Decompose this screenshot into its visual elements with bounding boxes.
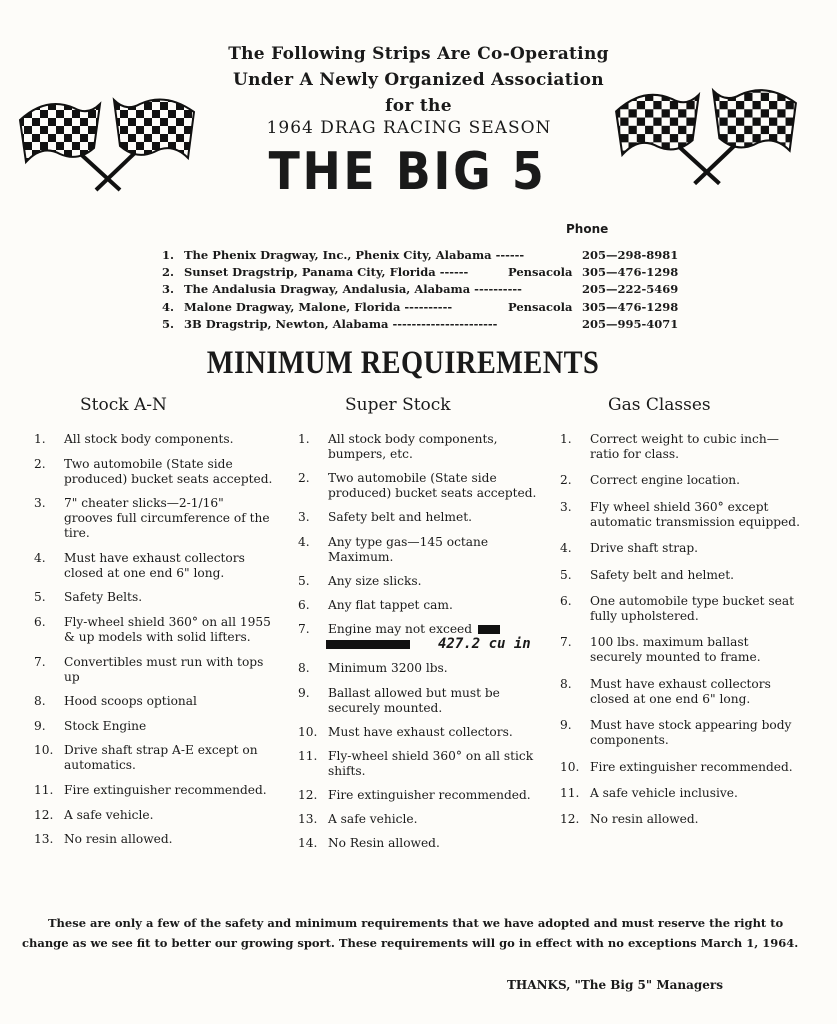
- requirement-text: Must have exhaust collectors.: [328, 724, 513, 739]
- requirement-text: 7" cheater slicks—2-1/16" grooves full circumference of the tire.: [64, 496, 270, 541]
- strip-item: [162, 247, 682, 264]
- page-title: THE BIG 5: [268, 142, 547, 202]
- requirement-number: 9.: [560, 718, 572, 733]
- requirement-item: [34, 551, 274, 581]
- requirement-item: [560, 432, 802, 462]
- requirement-text: All stock body components, bumpers, etc.: [328, 432, 498, 461]
- requirement-text: Engine may not exceed: [328, 622, 473, 637]
- requirement-item: [560, 786, 802, 801]
- intro-line-2: Under A Newly Organized Association: [233, 70, 604, 90]
- requirement-text: All stock body components.: [64, 432, 234, 446]
- requirement-number: 10.: [34, 743, 54, 758]
- requirement-text: A safe vehicle.: [328, 812, 418, 827]
- requirement-number: 3.: [560, 499, 572, 514]
- requirement-item: [298, 749, 538, 779]
- requirement-item: [34, 590, 274, 605]
- requirement-item: [298, 812, 538, 827]
- column-title-gas: Gas Classes: [608, 395, 711, 415]
- strip-name: 3B Dragstrip, Newton, Alabama ----------------------: [184, 316, 498, 331]
- requirement-text: No Resin allowed.: [328, 836, 440, 851]
- requirement-number: 8.: [560, 676, 572, 691]
- requirement-item: [560, 677, 802, 707]
- requirement-number: 9.: [298, 685, 310, 700]
- column-title-stock: Stock A-N: [80, 395, 167, 415]
- requirement-text: Fly-wheel shield 360° on all 1955 & up models with solid lifters.: [64, 614, 271, 644]
- strip-number: 3.: [162, 282, 175, 297]
- requirement-item: [298, 535, 538, 565]
- requirement-text: A safe vehicle.: [64, 807, 154, 822]
- strip-number: 2.: [162, 265, 175, 280]
- requirement-item: [34, 743, 274, 773]
- requirement-text: No resin allowed.: [64, 832, 173, 847]
- requirement-number: 12.: [560, 812, 580, 827]
- requirement-text: Any type gas—145 octane Maximum.: [328, 534, 489, 564]
- signature-line: THANKS, "The Big 5" Managers: [507, 978, 723, 992]
- requirement-item: [298, 836, 538, 851]
- requirement-number: 8.: [298, 661, 310, 676]
- footer-note: These are only a few of the safety and minimum requirements that we have adopted and must reserve the right to change as we see fit to better our growing sport. These requirements will go in effect with no exceptions March 1, 1964.: [22, 916, 799, 950]
- strip-alt-city: Pensacola: [508, 299, 573, 314]
- requirement-number: 7.: [298, 622, 310, 637]
- requirement-text: Correct engine location.: [590, 473, 741, 488]
- requirement-number: 1.: [560, 432, 572, 446]
- requirement-number: 3.: [298, 510, 310, 525]
- requirements-title: MINIMUM REQUIREMENTS: [206, 345, 600, 381]
- requirement-number: 6.: [34, 614, 46, 629]
- requirement-text: Fly-wheel shield 360° on all stick shifts.: [328, 748, 534, 778]
- strip-name: The Andalusia Dragway, Andalusia, Alabama ----------: [184, 282, 522, 297]
- requirement-text: Any flat tappet cam.: [328, 597, 453, 612]
- requirement-number: 2.: [298, 471, 310, 486]
- requirement-item: [298, 432, 538, 462]
- requirement-item: [298, 598, 538, 613]
- intro-line-1: The Following Strips Are Co-Operating: [228, 44, 609, 64]
- requirement-text: A safe vehicle inclusive.: [590, 785, 738, 800]
- strip-name: The Phenix Dragway, Inc., Phenix City, Alabama ------: [184, 248, 525, 262]
- column-stock: [34, 432, 274, 857]
- requirement-text: Must have stock appearing body components.: [590, 718, 792, 748]
- requirement-number: 7.: [34, 654, 46, 669]
- requirement-number: 4.: [298, 534, 310, 549]
- requirement-number: 6.: [560, 593, 572, 608]
- requirement-number: 14.: [298, 836, 318, 851]
- requirement-text: Must have exhaust collectors closed at one end 6" long.: [590, 676, 771, 706]
- requirement-number: 13.: [34, 832, 54, 847]
- column-title-super-stock: Super Stock: [345, 395, 451, 415]
- strip-phone: 205—995-4071: [582, 316, 679, 331]
- requirement-item: [298, 661, 538, 676]
- requirement-number: 10.: [298, 724, 318, 739]
- requirement-number: 13.: [298, 812, 318, 827]
- requirement-number: 4.: [34, 550, 46, 565]
- requirement-number: 5.: [34, 590, 46, 605]
- requirement-text: No resin allowed.: [590, 812, 699, 827]
- strip-phone: 305—476-1298: [582, 265, 679, 280]
- requirement-text: Correct weight to cubic inch—ratio for class.: [590, 432, 779, 461]
- requirement-item: [560, 473, 802, 488]
- requirement-text: Hood scoops optional: [64, 694, 197, 709]
- requirement-number: 10.: [560, 759, 580, 774]
- super-stock-requirements-list: [298, 432, 538, 851]
- strip-item: [162, 264, 682, 281]
- requirement-item: [298, 788, 538, 803]
- strip-phone: 205—298-8981: [582, 248, 679, 262]
- requirement-text: Minimum 3200 lbs.: [328, 661, 448, 676]
- requirement-item: [560, 812, 802, 827]
- strip-item: [162, 299, 682, 316]
- requirement-text: Two automobile (State side produced) bucket seats accepted.: [64, 456, 273, 486]
- requirement-item: [34, 808, 274, 823]
- phone-label: Phone: [566, 222, 609, 236]
- requirement-number: 2.: [560, 473, 572, 488]
- requirement-text: Stock Engine: [64, 718, 147, 733]
- requirement-number: 2.: [34, 456, 46, 471]
- strip-item: [162, 281, 682, 298]
- requirement-number: 9.: [34, 718, 46, 733]
- requirement-item: [34, 496, 274, 541]
- column-super-stock: [298, 432, 538, 861]
- strip-number: 5.: [162, 316, 175, 331]
- requirement-number: 1.: [34, 432, 46, 446]
- requirement-item: [298, 725, 538, 740]
- requirement-text: Convertibles must run with tops up: [64, 654, 264, 684]
- requirement-number: 3.: [34, 496, 46, 511]
- requirement-item: [560, 594, 802, 624]
- requirement-number: 5.: [560, 567, 572, 582]
- requirement-number: 7.: [560, 635, 572, 650]
- requirement-item: [298, 686, 538, 716]
- requirement-item: [560, 500, 802, 530]
- requirement-number: 6.: [298, 597, 310, 612]
- requirement-item: [298, 510, 538, 525]
- requirement-item: [34, 832, 274, 847]
- requirement-item: [34, 694, 274, 709]
- requirement-item: [560, 568, 802, 583]
- strip-number: 1.: [162, 248, 175, 262]
- requirement-item: [560, 718, 802, 748]
- stock-requirements-list: [34, 432, 274, 847]
- requirement-item: [560, 760, 802, 775]
- requirement-number: 1.: [298, 432, 310, 446]
- requirement-item: [298, 471, 538, 501]
- gas-requirements-list: [560, 432, 802, 827]
- strip-name: Malone Dragway, Malone, Florida ----------: [184, 299, 453, 314]
- redaction-mark: [326, 640, 410, 649]
- requirement-item: [560, 541, 802, 556]
- requirement-number: 12.: [298, 788, 318, 803]
- requirement-number: 11.: [34, 782, 54, 797]
- strip-name: Sunset Dragstrip, Panama City, Florida ------: [184, 265, 469, 280]
- requirement-number: 11.: [298, 748, 318, 763]
- requirement-item: [34, 615, 274, 645]
- intro-line-3: for the: [385, 96, 452, 116]
- requirement-item: [34, 783, 274, 798]
- requirement-text: 100 lbs. maximum ballast securely mounted to frame.: [590, 635, 761, 665]
- requirement-text: Drive shaft strap A-E except on automatics.: [64, 743, 258, 773]
- requirement-number: 12.: [34, 807, 54, 822]
- handwritten-annotation: 427.2 cu in: [438, 636, 531, 653]
- requirement-item: [560, 635, 802, 665]
- requirement-number: 8.: [34, 694, 46, 709]
- requirement-item: [34, 457, 274, 487]
- requirement-item: [34, 432, 274, 447]
- requirement-text: One automobile type bucket seat fully upholstered.: [590, 593, 795, 623]
- column-gas: [560, 432, 802, 839]
- requirement-number: 5.: [298, 573, 310, 588]
- requirement-item: [34, 719, 274, 734]
- requirement-text: Safety belt and helmet.: [328, 510, 472, 525]
- requirement-text: Fire extinguisher recommended.: [328, 788, 531, 803]
- requirement-text: Fire extinguisher recommended.: [590, 759, 793, 774]
- strip-phone: 205—222-5469: [582, 282, 679, 297]
- requirement-item: [34, 655, 274, 685]
- requirement-text: Must have exhaust collectors closed at one end 6" long.: [64, 550, 245, 580]
- strip-item: [162, 316, 682, 333]
- requirement-text: Safety Belts.: [64, 590, 143, 605]
- requirement-text: Fly wheel shield 360° except automatic transmission equipped.: [590, 499, 800, 529]
- strip-alt-city: Pensacola: [508, 265, 573, 280]
- requirement-text: Safety belt and helmet.: [590, 567, 734, 582]
- requirement-item: [298, 574, 538, 589]
- requirement-number: 11.: [560, 785, 580, 800]
- requirement-text: Two automobile (State side produced) bucket seats accepted.: [328, 471, 537, 501]
- requirement-number: 4.: [560, 541, 572, 556]
- strip-phone: 305—476-1298: [582, 299, 679, 314]
- season-line: 1964 DRAG RACING SEASON: [266, 118, 552, 138]
- requirement-item: [298, 622, 538, 652]
- requirement-text: Fire extinguisher recommended.: [64, 782, 267, 797]
- redaction-mark: [478, 625, 500, 634]
- requirement-text: Ballast allowed but must be securely mounted.: [328, 685, 500, 715]
- strip-list: [162, 247, 682, 333]
- strip-number: 4.: [162, 299, 175, 314]
- requirement-text: Any size slicks.: [328, 573, 422, 588]
- requirement-text: Drive shaft strap.: [590, 541, 699, 556]
